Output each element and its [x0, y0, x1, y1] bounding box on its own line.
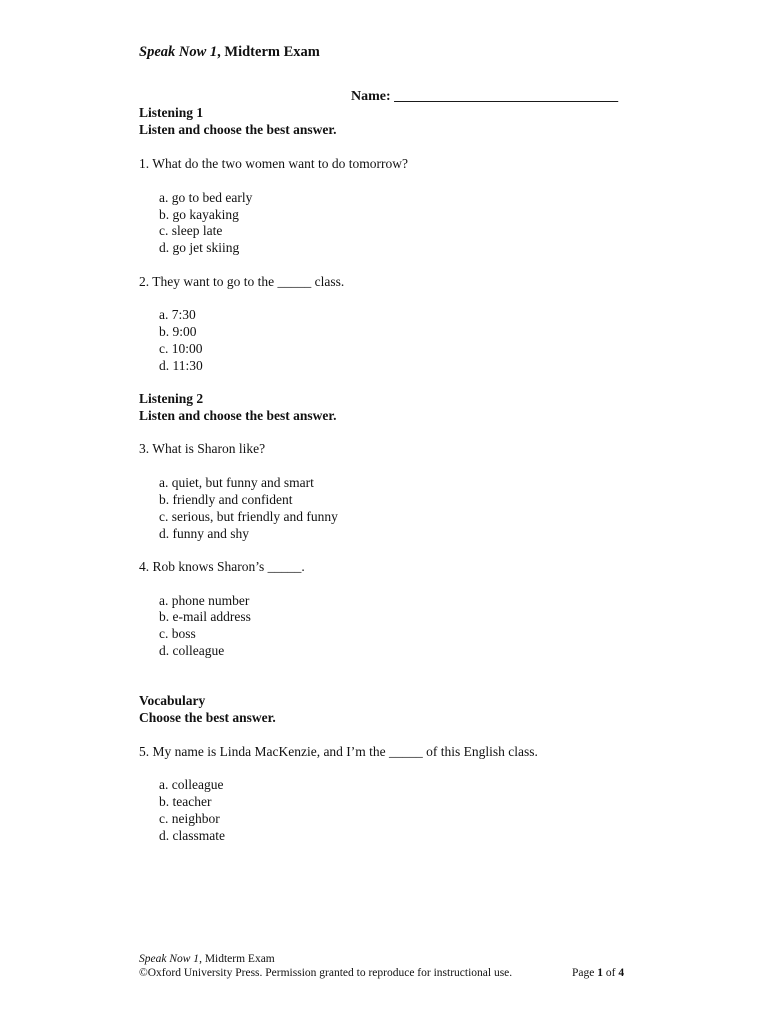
question-text: 3. What is Sharon like? [139, 441, 266, 456]
footer-copyright: ©Oxford University Press. Permission granted to reproduce for instructional use. [139, 967, 513, 979]
question-text: 4. Rob knows Sharon’s _____. [139, 559, 305, 574]
header-series-title: Speak Now 1 [139, 44, 218, 60]
answer-option: b. go kayaking [159, 207, 239, 222]
answer-option: c. serious, but friendly and funny [159, 509, 338, 524]
answer-option: c. neighbor [159, 811, 220, 826]
answer-option: c. sleep late [159, 223, 223, 238]
section-title: Listening 1 [139, 105, 204, 120]
answer-option: a. colleague [159, 777, 224, 792]
answer-option: b. friendly and confident [159, 492, 293, 507]
answer-option: c. boss [159, 626, 196, 641]
answer-option: d. colleague [159, 643, 225, 658]
answer-option: b. e-mail address [159, 609, 251, 624]
question-text: 5. My name is Linda MacKenzie, and I’m the _____ of this English class. [139, 744, 538, 759]
page-current: 1 [597, 967, 603, 979]
answer-option: c. 10:00 [159, 341, 203, 356]
question-text: 2. They want to go to the _____ class. [139, 274, 345, 289]
page-total: 4 [618, 967, 625, 979]
footer-series-title: Speak Now 1 [139, 953, 200, 965]
footer-exam-title: , Midterm Exam [199, 953, 275, 965]
question-text: 1. What do the two women want to do tomorrow? [139, 156, 408, 171]
section-instruction: Listen and choose the best answer. [139, 408, 337, 423]
section-title: Listening 2 [139, 391, 204, 406]
name-blank: ________________________________ [394, 89, 619, 104]
answer-option: b. 9:00 [159, 324, 197, 339]
answer-option: a. phone number [159, 593, 250, 608]
answer-option: a. go to bed early [159, 190, 253, 205]
header-exam-title: , Midterm Exam [217, 44, 320, 60]
name-field [351, 88, 618, 105]
section-title: Vocabulary [139, 693, 206, 708]
page-of: of [605, 967, 616, 979]
answer-option: a. quiet, but funny and smart [159, 475, 314, 490]
page-number [572, 966, 624, 980]
section-instruction: Listen and choose the best answer. [139, 122, 337, 137]
footer-title [139, 952, 275, 966]
document-header [139, 44, 320, 61]
section-instruction: Choose the best answer. [139, 710, 276, 725]
answer-option: b. teacher [159, 794, 212, 809]
answer-option: a. 7:30 [159, 307, 196, 322]
answer-option: d. 11:30 [159, 358, 203, 373]
page-word: Page [572, 967, 595, 979]
answer-option: d. classmate [159, 828, 225, 843]
answer-option: d. go jet skiing [159, 240, 240, 255]
answer-option: d. funny and shy [159, 526, 249, 541]
name-label: Name: [351, 89, 391, 104]
